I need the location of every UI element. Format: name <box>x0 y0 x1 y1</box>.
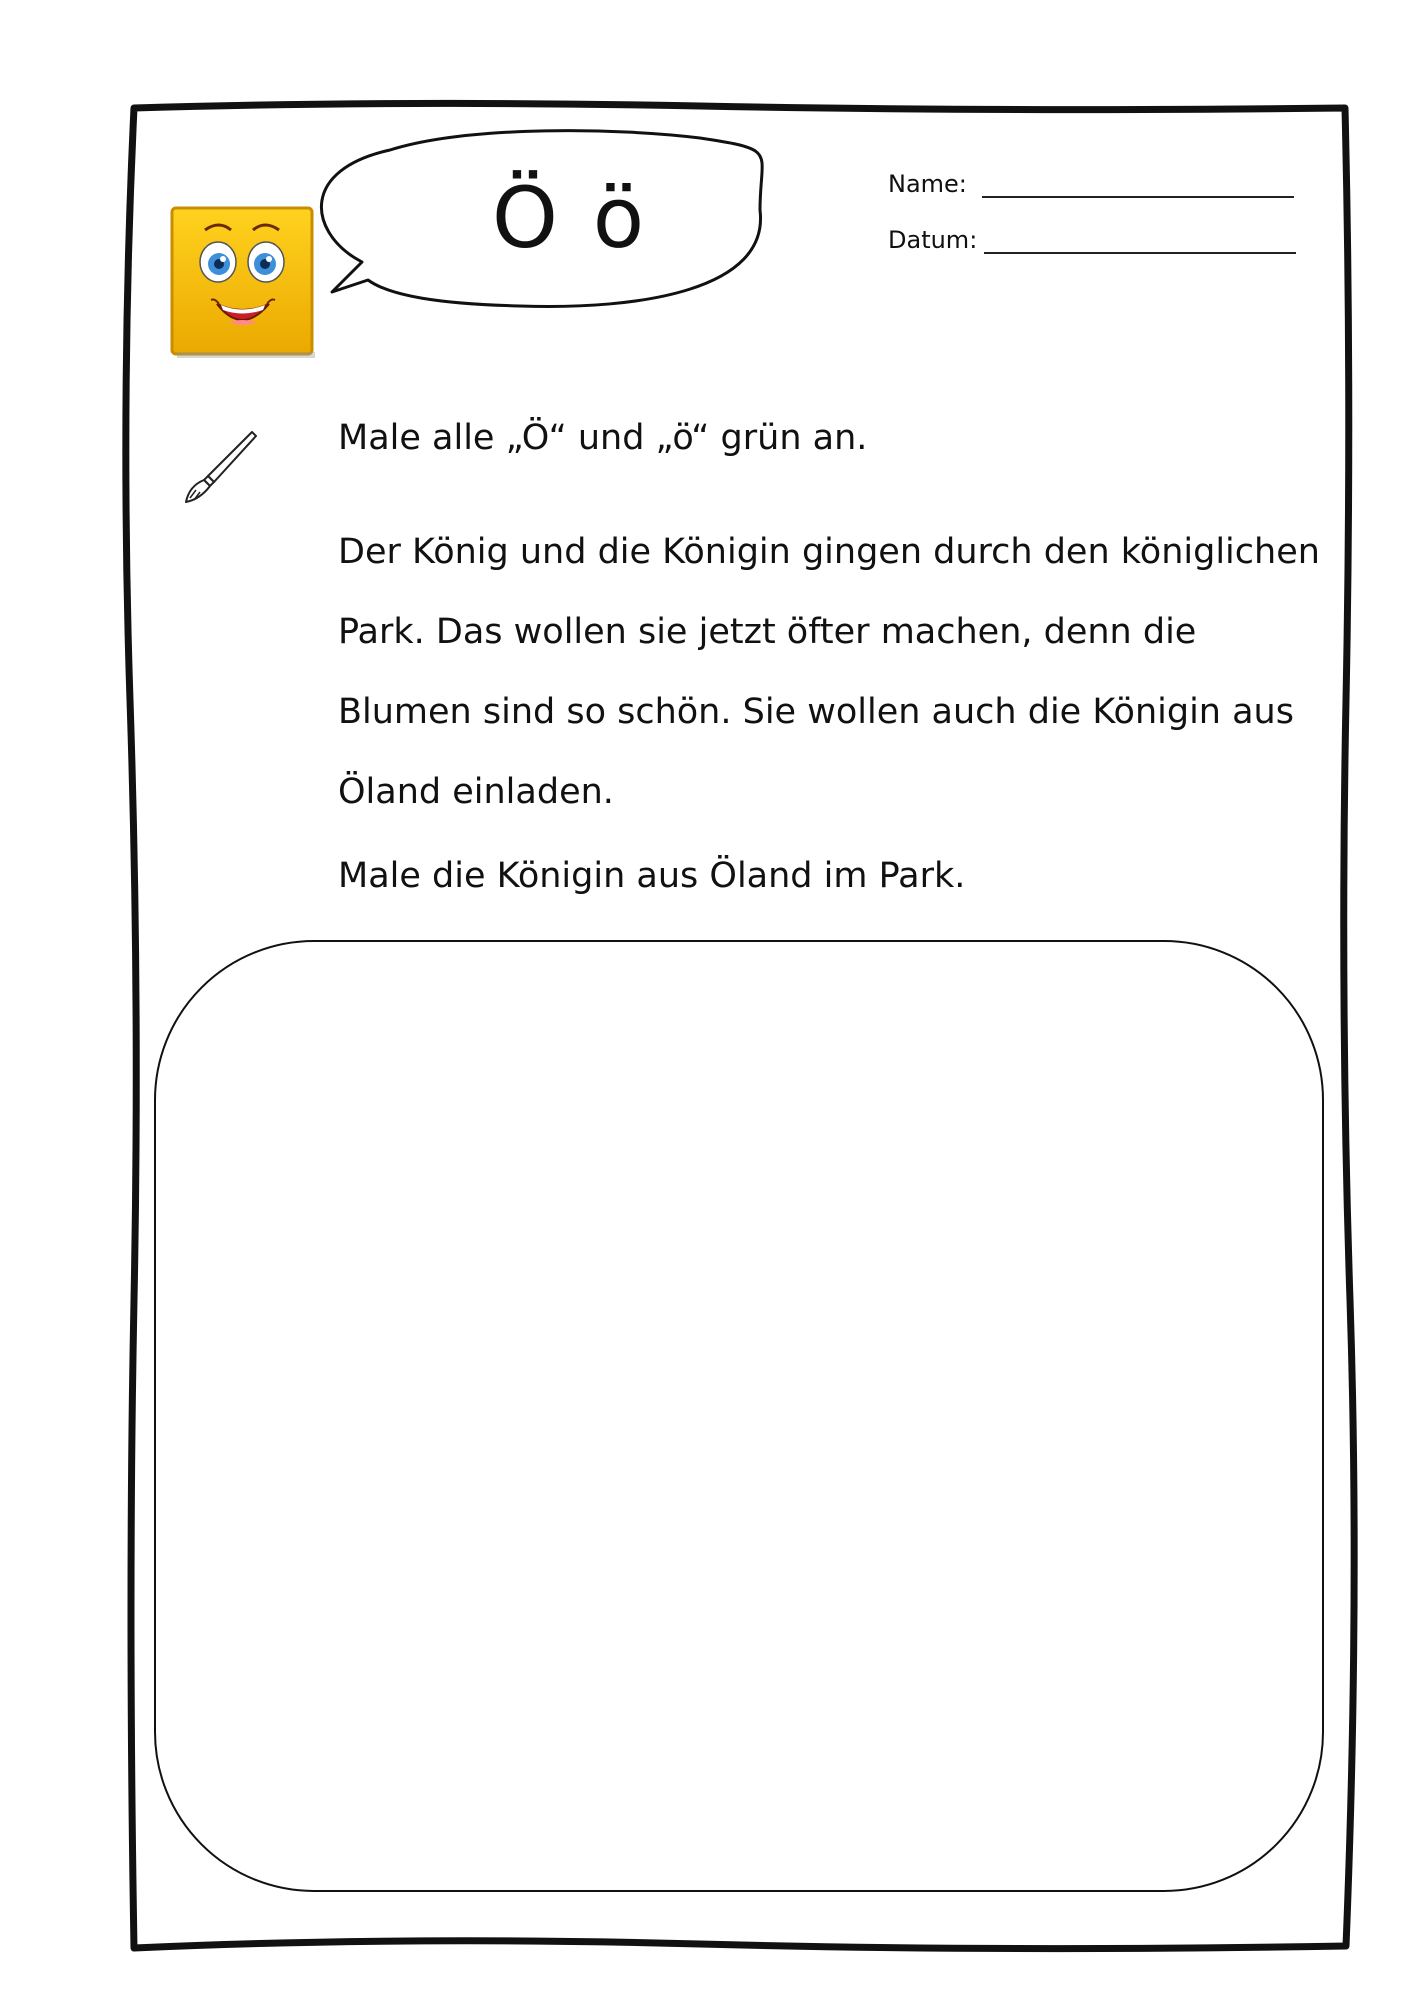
story-line: Öland einladen. <box>338 772 614 812</box>
name-line[interactable] <box>982 196 1294 198</box>
smiley-face-icon <box>169 204 315 360</box>
paintbrush-icon <box>180 428 260 508</box>
story-line: Blumen sind so schön. Sie wollen auch die Königin aus <box>338 692 1294 732</box>
instruction-draw: Male die Königin aus Öland im Park. <box>338 856 966 896</box>
story-line: Der König und die Königin gingen durch den königlichen <box>338 532 1320 572</box>
date-field[interactable] <box>888 226 977 254</box>
drawing-area[interactable] <box>154 940 1324 1892</box>
story-line: Park. Das wollen sie jetzt öfter machen, denn die <box>338 612 1197 652</box>
story-paragraph <box>338 512 1320 832</box>
date-label: Datum: <box>888 226 978 254</box>
name-field[interactable] <box>888 170 967 198</box>
letter-title: Ö ö <box>491 169 649 267</box>
name-label: Name: <box>888 170 967 198</box>
date-line[interactable] <box>984 252 1296 254</box>
instruction-color: Male alle „Ö“ und „ö“ grün an. <box>338 418 868 458</box>
